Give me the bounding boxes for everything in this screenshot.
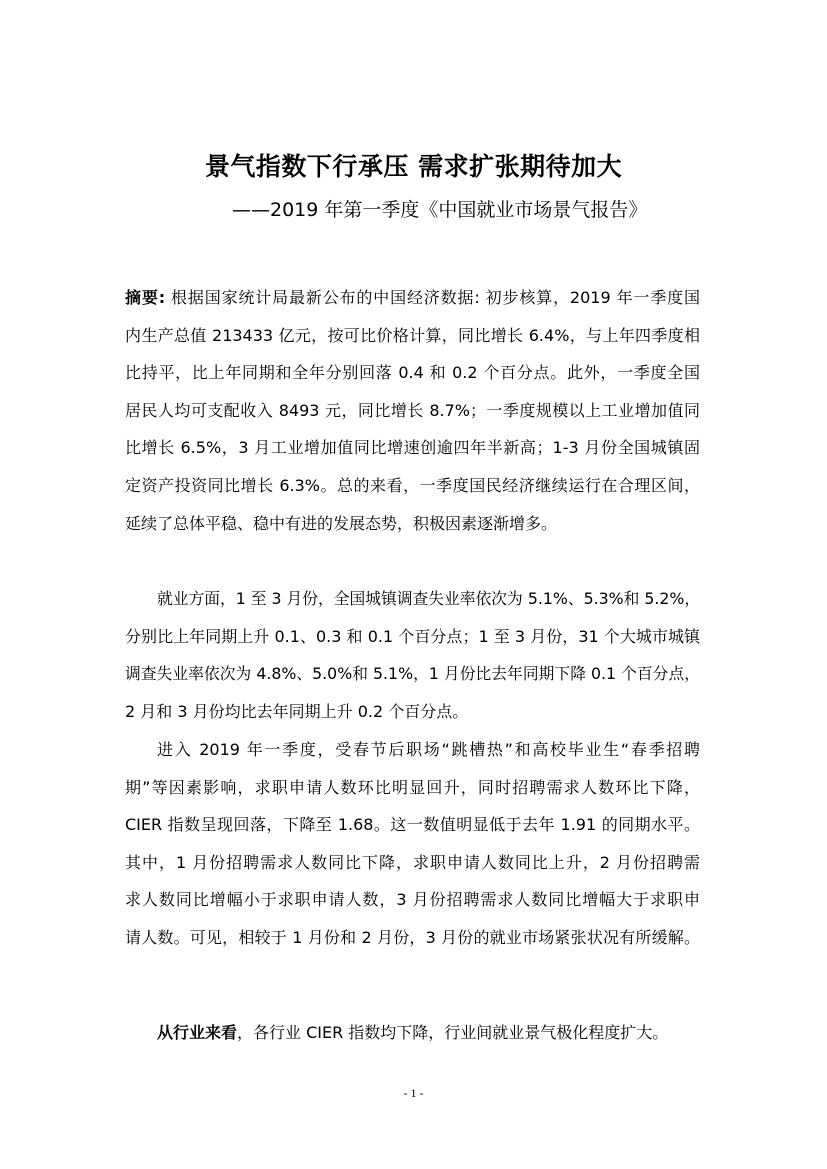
cier-line: CIER 指数呈现回落，下降至 1.68。这一数值明显低于去年 1.91 的同期水平。 xyxy=(125,815,700,835)
summary-line: 定资产投资同比增长 6.3%。总的来看，一季度国民经济继续运行在合理区间， xyxy=(125,475,700,495)
summary-line: 居民人均可支配收入 8493 元，同比增长 8.7%；一季度规模以上工业增加值同 xyxy=(125,400,700,420)
document-subtitle: ——2019 年第一季度《中国就业市场景气报告》 xyxy=(232,199,648,221)
summary-paragraph xyxy=(125,279,700,542)
industry-lead: 从行业来看 xyxy=(157,1023,238,1042)
industry-paragraph xyxy=(125,1014,700,1052)
employment-line: 2 月和 3 月份均比去年同期上升 0.2 个百分点。 xyxy=(125,701,469,721)
summary-line: 比持平，比上年同期和全年分别回落 0.4 和 0.2 个百分点。此外，一季度全国 xyxy=(125,363,700,383)
cier-line: 进入 2019 年一季度，受春节后职场“跳槽热”和高校毕业生“春季招聘 xyxy=(157,740,700,759)
document-title: 景气指数下行承压 需求扩张期待加大 xyxy=(204,152,623,181)
cier-line: 期”等因素影响，求职申请人数环比明显回升，同时招聘需求人数环比下降， xyxy=(125,777,700,797)
cier-line: 其中，1 月份招聘需求人数同比下降，求职申请人数同比上升，2 月份招聘需 xyxy=(125,852,700,872)
cier-line: 求人数同比增幅小于求职申请人数，3 月份招聘需求人数同比增幅大于求职申 xyxy=(125,890,700,910)
employment-paragraph xyxy=(125,580,700,730)
cier-line: 请人数。可见，相较于 1 月份和 2 月份，3 月份的就业市场紧张状况有所缓解。 xyxy=(125,927,700,947)
summary-line: 内生产总值 213433 亿元，按可比价格计算，同比增长 6.4%，与上年四季度相 xyxy=(125,325,700,345)
page-number: - 1 - xyxy=(403,1086,424,1100)
industry-line xyxy=(125,1014,700,1052)
summary-line: 比增长 6.5%，3 月工业增加值同比增速创逾四年半新高；1-3 月份全国城镇固 xyxy=(125,438,700,458)
summary-line: 延续了总体平稳、稳中有进的发展态势，积极因素逐渐增多。 xyxy=(125,513,558,533)
employment-line: 就业方面，1 至 3 月份，全国城镇调查失业率依次为 5.1%、5.3%和 5.2%， xyxy=(157,589,701,608)
employment-line: 分别比上年同期上升 0.1、0.3 和 0.1 个百分点；1 至 3 月份，31 个大城市城镇 xyxy=(125,626,700,646)
cier-paragraph xyxy=(125,731,700,957)
summary-label: 摘要: xyxy=(125,288,166,307)
employment-line: 调查失业率依次为 4.8%、5.0%和 5.1%，1 月份比去年同期下降 0.1 个百分点， xyxy=(125,664,700,684)
summary-line: 摘要: 根据国家统计局最新公布的中国经济数据: 初步核算，2019 年一季度国 xyxy=(125,288,700,307)
industry-rest: ，各行业 CIER 指数均下降，行业间就业景气极化程度扩大。 xyxy=(237,1023,669,1042)
